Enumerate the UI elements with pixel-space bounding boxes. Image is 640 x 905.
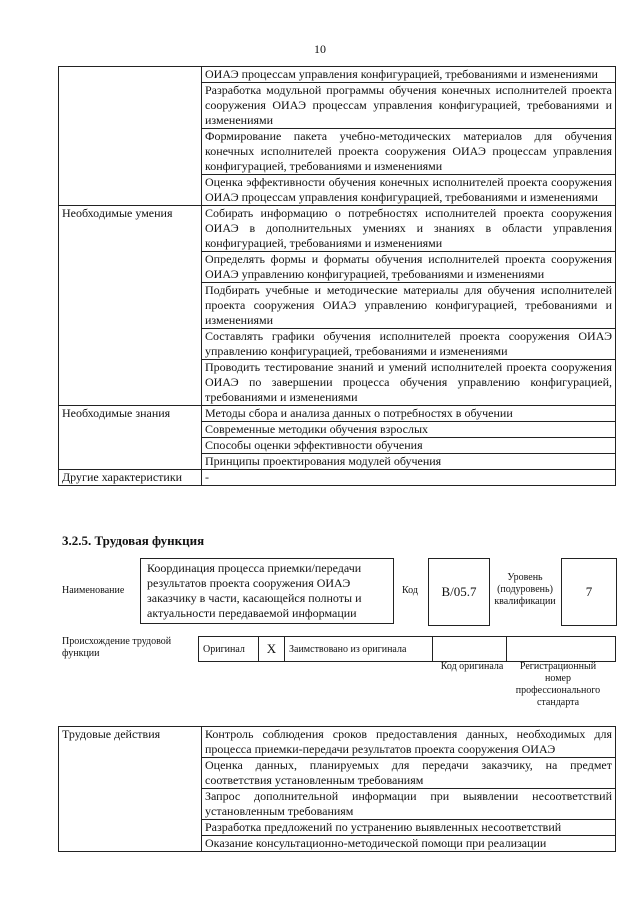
row-text: Оказание консультационно-методической помощи при реализации <box>202 836 616 852</box>
table-row <box>59 470 616 486</box>
row-text: Способы оценки эффективности обучения <box>202 438 616 454</box>
row-text: Собирать информацию о потребностях исполнителей проекта сооружения ОИАЭ в дополнительных умениях и знаниях в области управления конфигурацией, требованиями и изменениями <box>202 206 616 252</box>
row-text: Оценка эффективности обучения конечных исполнителей проекта сооружения ОИАЭ процессам управления конфигурацией, требованиями и изменениями <box>202 175 616 206</box>
row-label <box>59 67 202 206</box>
origin-mark-cell: X <box>259 637 285 661</box>
row-text: Формирование пакета учебно-методических материалов для обучения конечных исполнителей проекта сооружения ОИАЭ процессам управления конфигурацией, требованиями и изменениями <box>202 129 616 175</box>
origin-original-cell: Оригинал <box>199 637 259 661</box>
origin-row <box>198 636 616 662</box>
qualification-level-box: 7 <box>561 558 617 626</box>
row-label: Необходимые умения <box>59 206 202 406</box>
row-text: Принципы проектирования модулей обучения <box>202 454 616 470</box>
origin-code-caption: Код оригинала <box>440 661 504 672</box>
function-code-box: B/05.7 <box>428 558 490 626</box>
labor-actions-table <box>58 726 616 852</box>
row-label: Трудовые действия <box>59 727 202 852</box>
row-label: Другие характеристики <box>59 470 202 486</box>
row-text: Оценка данных, планируемых для передачи заказчику, на предмет соответствия установленным требованиям <box>202 758 616 789</box>
level-label: Уровень (подуровень) квалификации <box>494 572 556 607</box>
table-row <box>59 406 616 422</box>
table-row <box>59 67 616 83</box>
table-row <box>59 206 616 252</box>
origin-reg-caption: Регистрационный номер профессионального стандарта <box>515 661 601 708</box>
row-text: Методы сбора и анализа данных о потребностях в обучении <box>202 406 616 422</box>
row-text: Контроль соблюдения сроков предоставления данных, необходимых для процесса приемки-передачи результатов проекта сооружения ОИАЭ <box>202 727 616 758</box>
table-row <box>59 727 616 758</box>
code-label: Код <box>402 585 418 596</box>
origin-label: Происхождение трудовой функции <box>62 636 172 659</box>
function-name-box: Координация процесса приемки/передачи результатов проекта сооружения ОИАЭ заказчику в части, касающейся полноты и актуальности передаваемой информации <box>140 558 394 624</box>
row-text: Разработка модульной программы обучения конечных исполнителей проекта сооружения ОИАЭ процессам управления конфигурацией, требованиями и изменениями <box>202 83 616 129</box>
row-text: Составлять графики обучения исполнителей проекта сооружения ОИАЭ управлению конфигурацией, требованиями и изменениями <box>202 329 616 360</box>
row-text: Современные методики обучения взрослых <box>202 422 616 438</box>
row-text: - <box>202 470 616 486</box>
row-label: Необходимые знания <box>59 406 202 470</box>
name-label: Наименование <box>62 585 125 596</box>
section-title: 3.2.5. Трудовая функция <box>62 533 205 548</box>
row-text: Проводить тестирование знаний и умений исполнителей проекта сооружения ОИАЭ по завершении процесса обучения управлению конфигурацией, требованиями и изменениями <box>202 360 616 406</box>
origin-reg-cell <box>507 637 615 661</box>
requirements-table <box>58 66 616 486</box>
row-text: Определять формы и форматы обучения исполнителей проекта сооружения ОИАЭ управлению конфигурацией, требованиями и изменениями <box>202 252 616 283</box>
row-text: Разработка предложений по устранению выявленных несоответствий <box>202 820 616 836</box>
row-text: ОИАЭ процессам управления конфигурацией, требованиями и изменениями <box>202 67 616 83</box>
page-number: 10 <box>314 42 326 56</box>
origin-borrowed-cell: Заимствовано из оригинала <box>285 637 433 661</box>
origin-code-cell <box>433 637 507 661</box>
row-text: Подбирать учебные и методические материалы для обучения исполнителей проекта сооружения ОИАЭ управлению конфигурацией, требованиями и изменениями <box>202 283 616 329</box>
row-text: Запрос дополнительной информации при выявлении несоответствий установленным требованиям <box>202 789 616 820</box>
